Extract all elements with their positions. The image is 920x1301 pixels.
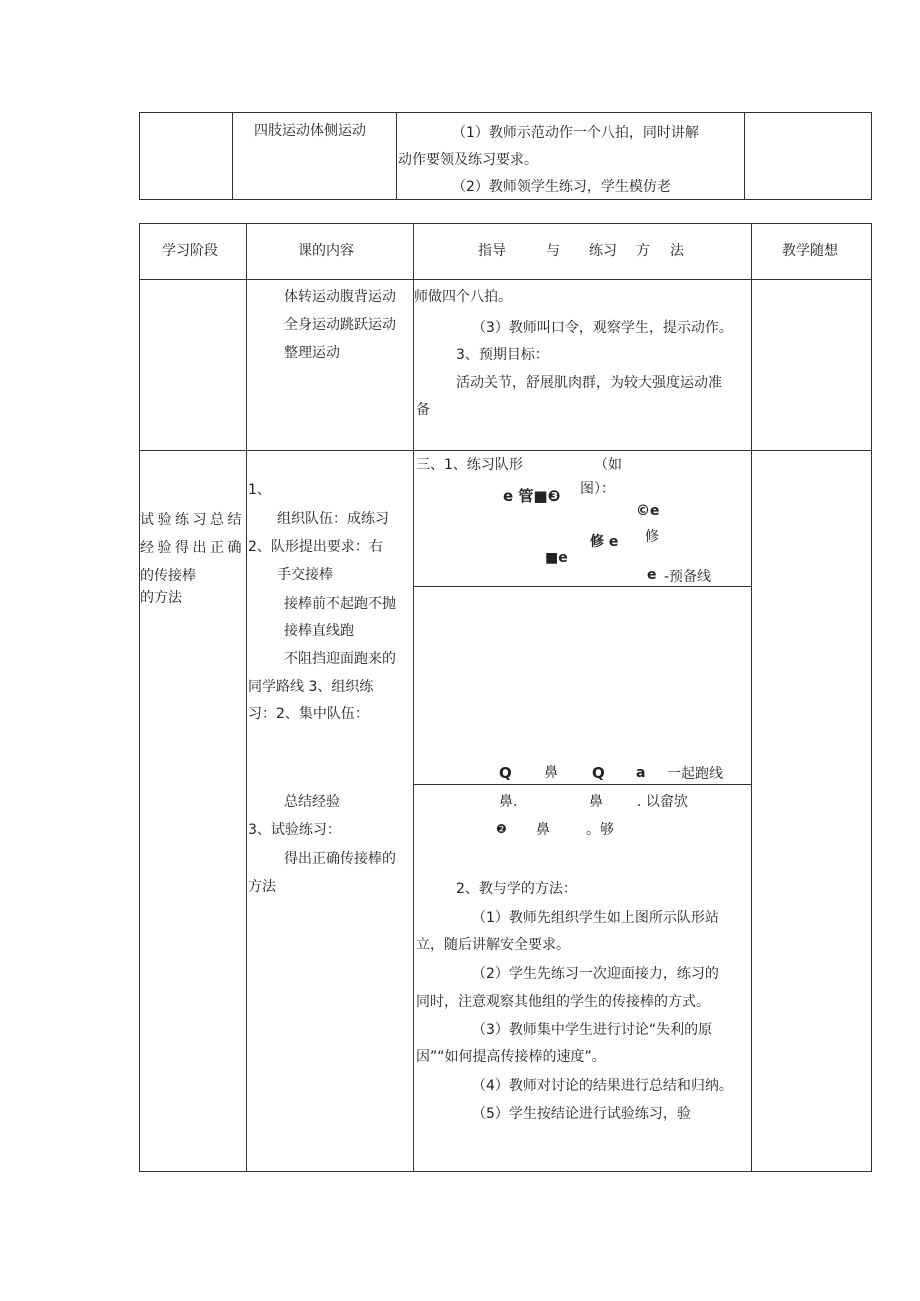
row2-content-8: 同学路线 3、组织练 <box>248 679 374 695</box>
header-method-part-1: 指导 <box>478 243 506 259</box>
top-table-border-bottom <box>139 199 872 200</box>
row1-method-3: 3、预期目标： <box>456 347 549 363</box>
row2-content-5: 接棒前不起跑不抛 <box>284 596 396 612</box>
header-row-bottom <box>139 279 872 280</box>
top-method-line-1: （1）教师示范动作一个八拍，同时讲解 <box>452 125 699 141</box>
diagram1-bottom <box>414 586 751 587</box>
diagram2-top <box>414 784 751 785</box>
row2-content-13: 方法 <box>248 879 276 895</box>
diagram2-mark-6: 鼻 <box>589 794 603 810</box>
row2-method-9: （5）学生按结论进行试验练习，验 <box>472 1106 691 1122</box>
top-table-border-top <box>139 112 872 113</box>
top-method-line-3: （2）教师领学生练习，学生模仿老 <box>452 179 671 195</box>
row1-content-2: 全身运动跳跃运动 <box>284 317 396 333</box>
row2-method-1: 2、教与学的方法： <box>456 881 577 897</box>
main-table-divider-2 <box>413 223 414 1172</box>
header-method-part-2: 与 <box>546 243 560 259</box>
row2-method-5: 同时，注意观察其他组的学生的传接棒的方式。 <box>416 994 710 1010</box>
diagram2-mark-5: 鼻. <box>499 794 518 810</box>
row2-stage-2: 经验得出正确 <box>140 540 245 556</box>
top-method-line-2: 动作要领及练习要求。 <box>398 152 538 168</box>
diagram2-mark-2: 鼻 <box>544 765 558 781</box>
row1-content-1: 体转运动腹背运动 <box>284 289 396 305</box>
diagram2-mark-3: Q <box>592 764 605 782</box>
row2-content-1: 1、 <box>248 482 271 498</box>
row2-method-7: 因”“如何提高传接棒的速度”。 <box>416 1049 606 1065</box>
row2-method-2: （1）教师先组织学生如上图所示队形站 <box>472 910 719 926</box>
main-table-divider-3 <box>751 223 752 1172</box>
diagram1-note-2: 图）： <box>580 481 615 497</box>
row2-content-11: 3、试验练习： <box>248 822 341 838</box>
row2-method-3: 立，随后讲解安全要求。 <box>416 937 570 953</box>
diagram2-mark-9: 鼻 <box>536 822 550 838</box>
row1-method-1: 师做四个八拍。 <box>414 289 512 305</box>
diagram1-glyph-5: ■e <box>545 550 568 566</box>
diagram1-glyph-6: e <box>647 567 657 583</box>
row2-stage-1: 试验练习总结 <box>140 512 245 528</box>
main-table-border-bottom <box>139 1171 872 1172</box>
row1-bottom <box>139 450 872 451</box>
row1-content-3: 整理运动 <box>284 345 340 361</box>
top-table-divider-2 <box>396 112 397 200</box>
main-table-border-left <box>139 223 140 1172</box>
row2-content-10: 总结经验 <box>284 794 340 810</box>
top-table-divider-3 <box>744 112 745 200</box>
diagram2-label: 一起跑线 <box>667 766 723 782</box>
header-stage: 学习阶段 <box>162 243 218 259</box>
main-table-border-top <box>139 223 872 224</box>
header-reflection: 教学随想 <box>782 243 838 259</box>
diagram1-glyph-2: ©e <box>636 503 660 519</box>
diagram2-mark-7: . 以畲欤 <box>637 794 688 810</box>
diagram1-glyph-1: e 管■❸ <box>503 487 561 505</box>
header-content: 课的内容 <box>298 243 354 259</box>
row1-method-2: （3）教师叫口令，观察学生，提示动作。 <box>472 320 733 336</box>
diagram1-glyph-3: 修 e <box>590 534 619 550</box>
row2-content-6: 接棒直线跑 <box>284 623 354 639</box>
row2-method-4: （2）学生先练习一次迎面接力，练习的 <box>472 966 719 982</box>
row2-stage-4: 的方法 <box>140 590 182 606</box>
row2-method-6: （3）教师集中学生进行讨论“失利的原 <box>472 1022 713 1038</box>
row2-content-9: 习：2、集中队伍： <box>248 706 369 722</box>
row2-stage-3: 的传接棒 <box>140 568 196 584</box>
diagram1-label: -预备线 <box>664 569 712 585</box>
main-table-border-right <box>871 223 872 1172</box>
row2-method-8: （4）教师对讨论的结果进行总结和归纳。 <box>472 1078 733 1094</box>
row2-content-4: 手交接棒 <box>277 567 333 583</box>
top-content-text: 四肢运动体侧运动 <box>254 123 366 139</box>
diagram2-mark-1: Q <box>499 764 512 782</box>
header-method-part-3: 练习 <box>589 243 617 259</box>
row2-content-2: 组织队伍：成练习 <box>277 511 389 527</box>
row1-method-5: 备 <box>416 402 430 418</box>
top-table-divider-1 <box>232 112 233 200</box>
diagram2-mark-4: a <box>636 765 646 781</box>
diagram2-mark-10: 。够 <box>586 822 614 838</box>
diagram1-title: 三、1、练习队形 <box>416 457 523 473</box>
diagram2-mark-8: ❷ <box>496 822 507 836</box>
diagram1-note-1: （如 <box>594 457 622 473</box>
top-table-border-left <box>139 112 140 200</box>
top-table-border-right <box>871 112 872 200</box>
main-table-divider-1 <box>246 223 247 1172</box>
header-method-part-4: 方 <box>636 243 650 259</box>
header-method-part-5: 法 <box>670 243 684 259</box>
row2-content-12: 得出正确传接棒的 <box>284 851 396 867</box>
row2-content-3: 2、队形提出要求：右 <box>248 539 383 555</box>
diagram1-glyph-4: 修 <box>645 529 659 545</box>
row2-content-7: 不阻挡迎面跑来的 <box>284 651 396 667</box>
row1-method-4: 活动关节，舒展肌肉群，为较大强度运动准 <box>456 375 722 391</box>
